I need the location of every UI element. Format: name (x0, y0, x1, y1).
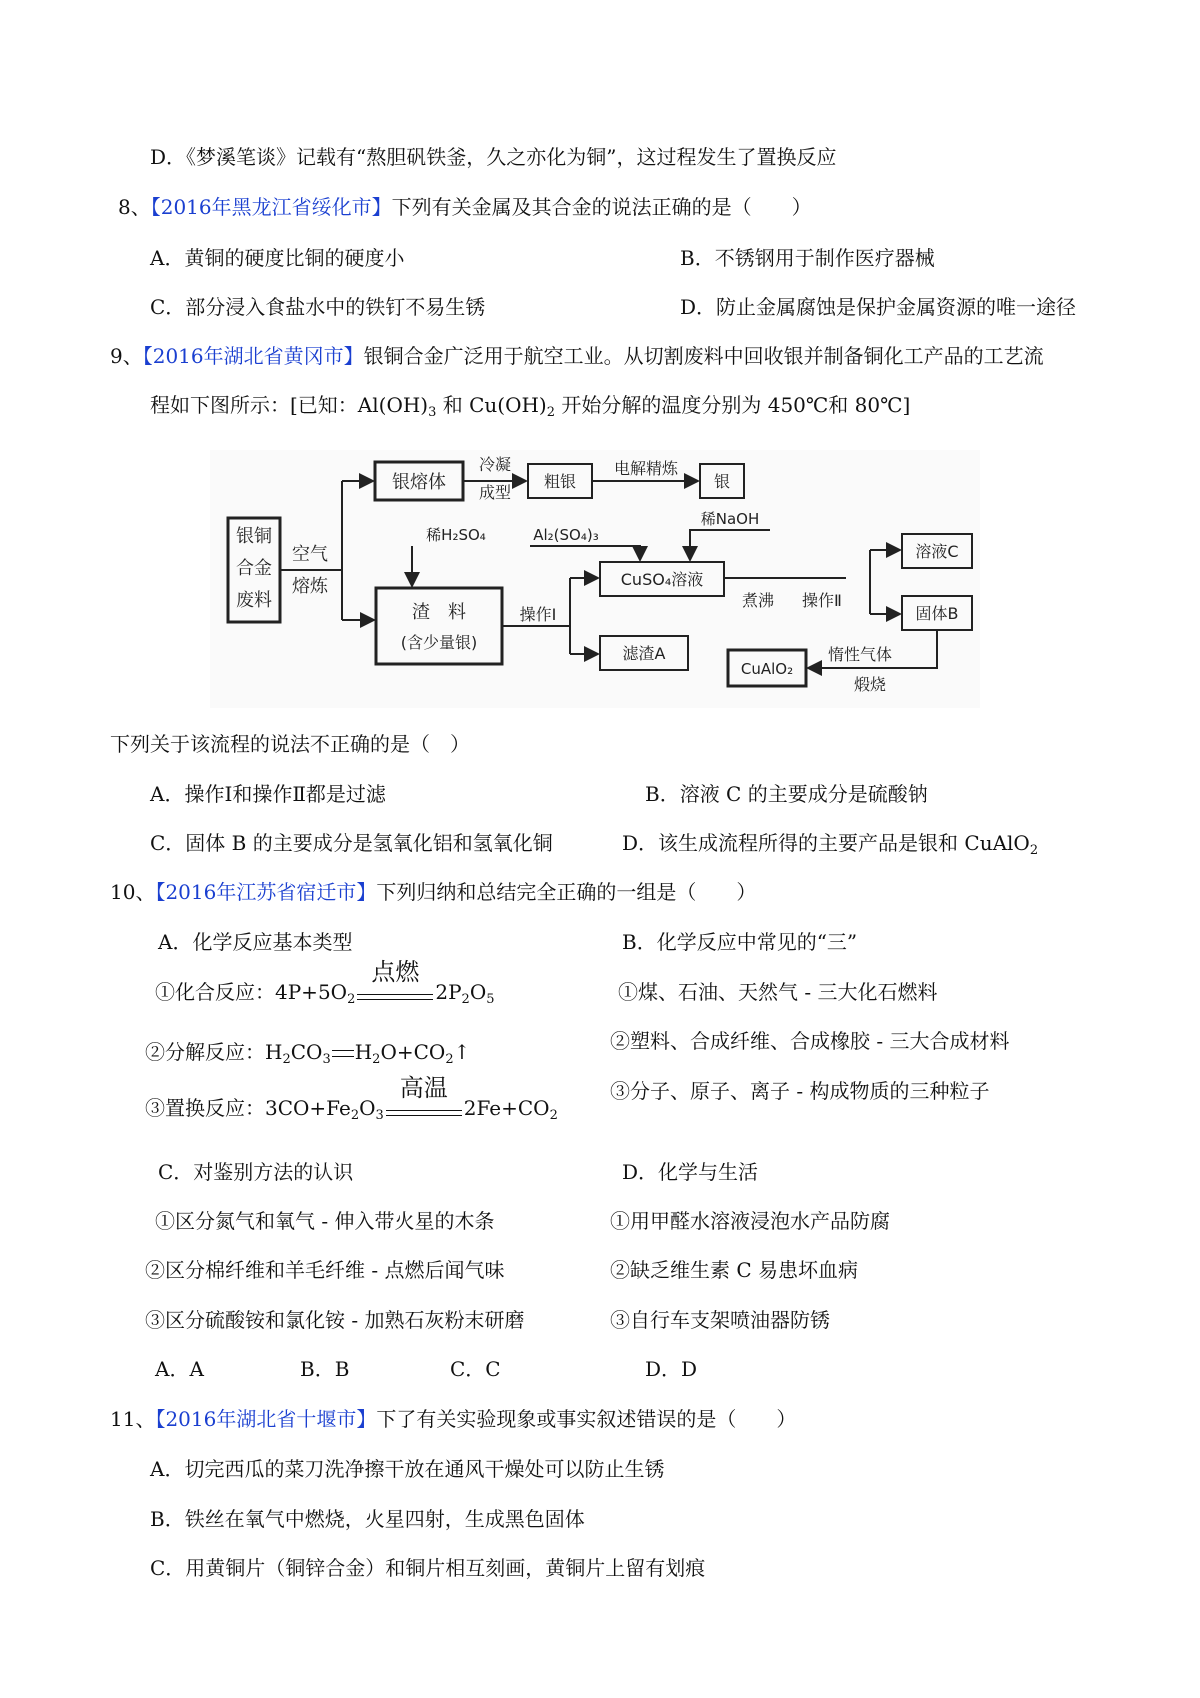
q10-d-item-2: ②缺乏维生素 C 易患坏血病 (610, 1258, 859, 1282)
op1-label: 操作Ⅰ (519, 605, 557, 624)
q8-stem (118, 193, 812, 221)
q11-source: 【2016年湖北省十堰市】 (155, 1407, 377, 1431)
product-label: CuAlO₂ (740, 660, 794, 678)
q8-option-a: A．黄铜的硬度比铜的硬度小 (150, 246, 405, 270)
q10-c-item-3: ③区分硫酸铵和氯化铵 - 加熟石灰粉末研磨 (145, 1308, 525, 1332)
q11-number: 11、 (110, 1407, 156, 1431)
q10-d-item-1: ①用甲醛水溶液浸泡水产品防腐 (610, 1209, 890, 1233)
silver-label: 银 (713, 472, 731, 491)
q9-option-a: A．操作Ⅰ和操作Ⅱ都是过滤 (150, 782, 386, 806)
q11-option-c: C．用黄铜片（铜锌合金）和铜片相互刻画，黄铜片上留有划痕 (150, 1556, 706, 1580)
q10-c-item-1: ①区分氮气和氧气 - 伸入带火星的木条 (155, 1209, 495, 1233)
q9-source: 【2016年湖北省黄冈市】 (142, 344, 364, 368)
q10-number: 10、 (110, 880, 156, 904)
q8-source: 【2016年黑龙江省绥化市】 (150, 195, 392, 219)
smelt-label: 熔炼 (292, 576, 328, 597)
q8-number: 8、 (118, 195, 151, 219)
q9-option-b: B．溶液 C 的主要成分是硫酸钠 (645, 782, 928, 806)
q10-a-item-2: ②分解反应：$H_2CO_3$ $H_2O+CO_2↑$ (145, 1040, 471, 1067)
q9-option-c: C．固体 B 的主要成分是氢氧化铝和氢氧化铜 (150, 831, 553, 855)
q8-option-b: B．不锈钢用于制作医疗器械 (680, 246, 935, 270)
inert-gas-label: 惰性气体 (827, 645, 893, 664)
q10-group-b-title: B．化学反应中常见的“三” (622, 930, 858, 954)
q10-option-d: D．D (645, 1357, 698, 1381)
op2-label: 操作Ⅱ (802, 591, 842, 610)
q10-stem (110, 878, 756, 906)
cool-label-1: 冷凝 (478, 455, 512, 474)
q8-option-d: D．防止金属腐蚀是保护金属资源的唯一途径 (680, 295, 1077, 319)
al-sulfate-label: Al₂(SO₄)₃ (533, 526, 599, 544)
solution-c-label: 溶液C (915, 542, 959, 561)
q8-option-c: C．部分浸入食盐水中的铁钉不易生锈 (150, 295, 486, 319)
feed-label-1: 银铜 (236, 526, 272, 547)
slag-box (376, 588, 502, 664)
q11-text: 下了有关实验现象或事实叙述错误的是（ ） (376, 1407, 797, 1431)
q7-option-d: D．《梦溪笔谈》记载有“熬胆矾铁釜，久之亦化为铜”，这过程发生了置换反应 (150, 145, 837, 169)
q10-group-a-title: A．化学反应基本类型 (158, 930, 353, 954)
q9-number: 9、 (110, 344, 143, 368)
q10-a-item-1: ①化合反应：$4P+5O_2$ 点燃 $2P_2O_5$ (155, 957, 495, 1007)
q9-option-d: D．该生成流程所得的主要产品是银和 CuAlO$_2$ (622, 831, 1039, 858)
q10-option-a: A．A (155, 1357, 204, 1381)
cool-label-2: 成型 (478, 483, 512, 502)
q10-c-item-2: ②区分棉纤维和羊毛纤维 - 点燃后闻气味 (145, 1258, 505, 1282)
q11-option-b: B．铁丝在氧气中燃烧，火星四射，生成黑色固体 (150, 1507, 585, 1531)
q10-b-item-2: ②塑料、合成纤维、合成橡胶 - 三大合成材料 (610, 1029, 1010, 1053)
q11-stem (110, 1405, 796, 1433)
feed-label-3: 废料 (236, 590, 272, 611)
slag-label-1: 渣 料 (412, 602, 466, 623)
naoh-label: 稀NaOH (700, 510, 760, 528)
q10-option-c: C．C (450, 1357, 501, 1381)
q11-option-a: A．切完西瓜的菜刀洗净擦干放在通风干燥处可以防止生锈 (150, 1457, 665, 1481)
q10-group-d-title: D．化学与生活 (622, 1160, 759, 1184)
q9-stem-line2: 程如下图所示：[已知：$Al(OH)_3$ 和 $Cu(OH)_2$ 开始分解的温度分别为 450℃和 80℃] (150, 393, 911, 420)
q10-a-item-3: ③置换反应：$3CO+Fe_2O_3$ 高温 $2Fe+CO_2$ (145, 1073, 558, 1123)
q9-text: 银铜合金广泛用于航空工业。从切割废料中回收银并制备铜化工产品的工艺流 (363, 344, 1044, 368)
crude-silver-label: 粗银 (543, 472, 577, 491)
residue-a-label: 滤渣A (622, 644, 666, 663)
q10-b-item-1: ①煤、石油、天然气 - 三大化石燃料 (618, 980, 938, 1004)
solid-b-label: 固体B (915, 604, 959, 623)
acid-label: 稀H₂SO₄ (426, 526, 486, 544)
melt-label: 银熔体 (392, 472, 446, 493)
q8-text: 下列有关金属及其合金的说法正确的是（ ） (391, 195, 812, 219)
q9-question: 下列关于该流程的说法不正确的是（ ） (110, 732, 470, 756)
q10-group-c-title: C．对鉴别方法的认识 (158, 1160, 354, 1184)
air-label: 空气 (292, 544, 328, 565)
refine-label: 电解精炼 (613, 459, 679, 478)
cuso4-label: CuSO₄溶液 (620, 570, 704, 589)
process-flow-diagram (210, 450, 980, 708)
q10-text: 下列归纳和总结完全正确的一组是（ ） (376, 880, 757, 904)
q10-source: 【2016年江苏省宿迁市】 (155, 880, 377, 904)
q10-option-b: B．B (300, 1357, 350, 1381)
slag-label-2: (含少量银) (400, 633, 478, 652)
boil-label: 煮沸 (741, 591, 775, 610)
q10-b-item-3: ③分子、原子、离子 - 构成物质的三种粒子 (610, 1079, 990, 1103)
feed-label-2: 合金 (236, 558, 272, 579)
q9-stem (110, 342, 1044, 370)
calcine-label: 煅烧 (853, 675, 887, 694)
q10-d-item-3: ③自行车支架喷油器防锈 (610, 1308, 830, 1332)
